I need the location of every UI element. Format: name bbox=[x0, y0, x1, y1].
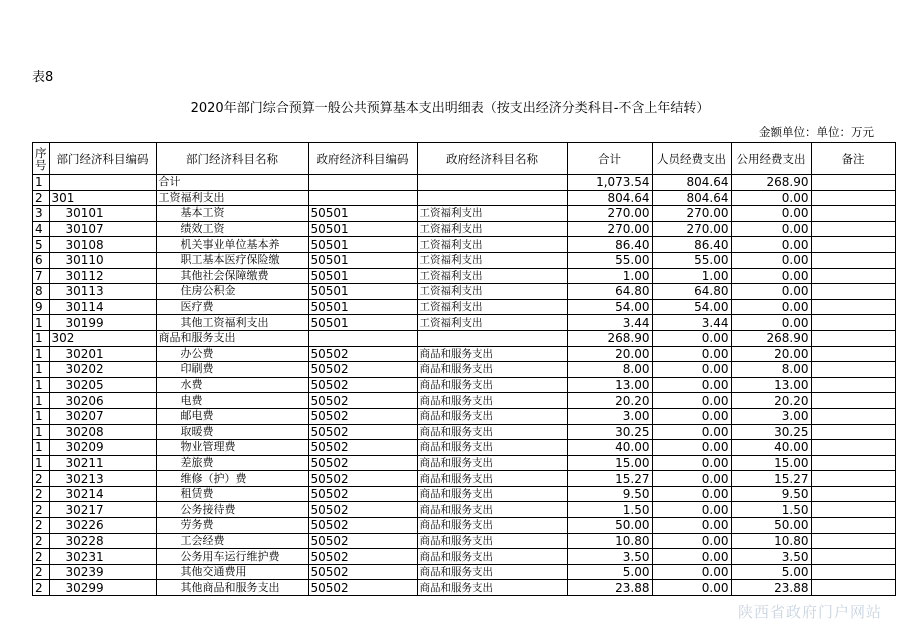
row-total: 270.00 bbox=[567, 221, 652, 237]
row-personnel: 0.00 bbox=[652, 564, 731, 580]
row-gov-name: 商品和服务支出 bbox=[417, 362, 567, 378]
row-dept-name: 基本工资 bbox=[156, 206, 308, 222]
header-dept-code: 部门经济科目编码 bbox=[49, 143, 156, 175]
document-title: 2020年部门综合预算一般公共预算基本支出明细表（按支出经济分类科目-不含上年结转） bbox=[190, 101, 710, 116]
row-personnel: 0.00 bbox=[652, 440, 731, 456]
row-total: 1.00 bbox=[567, 268, 652, 284]
row-total: 268.90 bbox=[567, 330, 652, 346]
row-gov-name bbox=[417, 190, 567, 206]
row-total: 20.20 bbox=[567, 393, 652, 409]
row-public: 0.00 bbox=[731, 252, 811, 268]
table-row bbox=[33, 580, 896, 596]
row-gov-name: 工资福利支出 bbox=[417, 221, 567, 237]
row-dept-name: 商品和服务支出 bbox=[156, 330, 308, 346]
row-dept-name: 租赁费 bbox=[156, 486, 308, 502]
header-dept-name: 部门经济科目名称 bbox=[156, 143, 308, 175]
header-seq: 序号 bbox=[33, 143, 50, 175]
row-gov-name: 商品和服务支出 bbox=[417, 377, 567, 393]
row-seq: 1 bbox=[33, 330, 50, 346]
row-dept-name: 公务接待费 bbox=[156, 502, 308, 518]
row-dept-name: 印刷费 bbox=[156, 362, 308, 378]
row-gov-code: 50502 bbox=[308, 564, 417, 580]
row-personnel: 3.44 bbox=[652, 315, 731, 331]
row-seq: 1 bbox=[33, 377, 50, 393]
row-total: 54.00 bbox=[567, 299, 652, 315]
row-dept-name: 住房公积金 bbox=[156, 284, 308, 300]
row-remark bbox=[811, 206, 895, 222]
row-personnel: 0.00 bbox=[652, 518, 731, 534]
row-total: 15.27 bbox=[567, 471, 652, 487]
row-gov-name: 工资福利支出 bbox=[417, 237, 567, 253]
row-dept-name: 邮电费 bbox=[156, 408, 308, 424]
row-dept-code: 301 bbox=[49, 190, 156, 206]
row-personnel: 270.00 bbox=[652, 221, 731, 237]
row-dept-code: 30101 bbox=[49, 206, 156, 222]
row-remark bbox=[811, 549, 895, 565]
row-seq: 2 bbox=[33, 502, 50, 518]
row-dept-code: 30231 bbox=[49, 549, 156, 565]
row-seq: 2 bbox=[33, 518, 50, 534]
row-public: 5.00 bbox=[731, 564, 811, 580]
row-dept-name: 其他交通费用 bbox=[156, 564, 308, 580]
row-remark bbox=[811, 362, 895, 378]
row-gov-code: 50502 bbox=[308, 346, 417, 362]
row-remark bbox=[811, 471, 895, 487]
row-gov-name: 工资福利支出 bbox=[417, 268, 567, 284]
row-dept-code: 30110 bbox=[49, 252, 156, 268]
row-personnel: 0.00 bbox=[652, 346, 731, 362]
row-public: 30.25 bbox=[731, 424, 811, 440]
header-public: 公用经费支出 bbox=[731, 143, 811, 175]
row-personnel: 804.64 bbox=[652, 190, 731, 206]
row-dept-code: 30201 bbox=[49, 346, 156, 362]
table-row bbox=[33, 299, 896, 315]
row-personnel: 0.00 bbox=[652, 393, 731, 409]
row-total: 804.64 bbox=[567, 190, 652, 206]
row-total: 30.25 bbox=[567, 424, 652, 440]
table-row bbox=[33, 518, 896, 534]
row-remark bbox=[811, 299, 895, 315]
row-dept-code: 30299 bbox=[49, 580, 156, 596]
row-gov-name: 商品和服务支出 bbox=[417, 424, 567, 440]
row-seq: 2 bbox=[33, 580, 50, 596]
table-row bbox=[33, 346, 896, 362]
row-gov-code: 50502 bbox=[308, 393, 417, 409]
row-dept-name: 合计 bbox=[156, 175, 308, 191]
row-gov-name: 商品和服务支出 bbox=[417, 549, 567, 565]
table-row bbox=[33, 393, 896, 409]
table-number-label: 表8 bbox=[32, 70, 54, 85]
row-public: 20.00 bbox=[731, 346, 811, 362]
row-gov-code bbox=[308, 190, 417, 206]
row-seq: 5 bbox=[33, 237, 50, 253]
row-dept-code: 30214 bbox=[49, 486, 156, 502]
row-personnel: 0.00 bbox=[652, 580, 731, 596]
row-gov-name: 工资福利支出 bbox=[417, 315, 567, 331]
row-gov-name: 商品和服务支出 bbox=[417, 471, 567, 487]
row-seq: 7 bbox=[33, 268, 50, 284]
row-personnel: 0.00 bbox=[652, 455, 731, 471]
row-gov-name: 商品和服务支出 bbox=[417, 455, 567, 471]
row-dept-name: 职工基本医疗保险缴 bbox=[156, 252, 308, 268]
row-total: 10.80 bbox=[567, 533, 652, 549]
row-seq: 1 bbox=[33, 315, 50, 331]
row-dept-name: 水费 bbox=[156, 377, 308, 393]
row-remark bbox=[811, 252, 895, 268]
row-gov-code: 50501 bbox=[308, 284, 417, 300]
table-row bbox=[33, 315, 896, 331]
row-remark bbox=[811, 486, 895, 502]
row-seq: 1 bbox=[33, 424, 50, 440]
row-dept-code: 30217 bbox=[49, 502, 156, 518]
row-gov-code: 50502 bbox=[308, 549, 417, 565]
row-total: 270.00 bbox=[567, 206, 652, 222]
row-dept-name: 其他工资福利支出 bbox=[156, 315, 308, 331]
table-row bbox=[33, 284, 896, 300]
row-gov-code: 50501 bbox=[308, 315, 417, 331]
row-remark bbox=[811, 533, 895, 549]
row-remark bbox=[811, 268, 895, 284]
row-public: 23.88 bbox=[731, 580, 811, 596]
row-seq: 3 bbox=[33, 206, 50, 222]
row-dept-code: 302 bbox=[49, 330, 156, 346]
row-public: 3.00 bbox=[731, 408, 811, 424]
row-public: 15.27 bbox=[731, 471, 811, 487]
row-public: 0.00 bbox=[731, 190, 811, 206]
row-personnel: 0.00 bbox=[652, 362, 731, 378]
row-dept-code bbox=[49, 175, 156, 191]
row-dept-code: 30208 bbox=[49, 424, 156, 440]
row-public: 0.00 bbox=[731, 268, 811, 284]
row-dept-code: 30113 bbox=[49, 284, 156, 300]
row-remark bbox=[811, 564, 895, 580]
row-seq: 1 bbox=[33, 346, 50, 362]
row-seq: 1 bbox=[33, 393, 50, 409]
row-public: 10.80 bbox=[731, 533, 811, 549]
row-total: 86.40 bbox=[567, 237, 652, 253]
row-personnel: 64.80 bbox=[652, 284, 731, 300]
table-row bbox=[33, 268, 896, 284]
table-row bbox=[33, 190, 896, 206]
row-gov-code bbox=[308, 330, 417, 346]
row-personnel: 0.00 bbox=[652, 502, 731, 518]
row-gov-name: 商品和服务支出 bbox=[417, 393, 567, 409]
row-public: 3.50 bbox=[731, 549, 811, 565]
row-gov-name: 商品和服务支出 bbox=[417, 346, 567, 362]
row-gov-name bbox=[417, 175, 567, 191]
row-gov-code: 50502 bbox=[308, 377, 417, 393]
row-remark bbox=[811, 330, 895, 346]
row-gov-name: 工资福利支出 bbox=[417, 284, 567, 300]
table-row bbox=[33, 486, 896, 502]
header-personnel: 人员经费支出 bbox=[652, 143, 731, 175]
row-remark bbox=[811, 424, 895, 440]
site-watermark: 陕西省政府门户网站 bbox=[737, 603, 882, 621]
table-row bbox=[33, 408, 896, 424]
row-public: 0.00 bbox=[731, 221, 811, 237]
row-gov-name: 工资福利支出 bbox=[417, 299, 567, 315]
row-public: 268.90 bbox=[731, 330, 811, 346]
row-remark bbox=[811, 190, 895, 206]
table-row bbox=[33, 175, 896, 191]
row-public: 50.00 bbox=[731, 518, 811, 534]
row-seq: 2 bbox=[33, 564, 50, 580]
row-public: 268.90 bbox=[731, 175, 811, 191]
row-gov-name: 商品和服务支出 bbox=[417, 518, 567, 534]
row-seq: 1 bbox=[33, 455, 50, 471]
row-seq: 9 bbox=[33, 299, 50, 315]
table-row bbox=[33, 455, 896, 471]
row-personnel: 0.00 bbox=[652, 424, 731, 440]
row-remark bbox=[811, 518, 895, 534]
row-gov-code: 50501 bbox=[308, 252, 417, 268]
row-dept-code: 30213 bbox=[49, 471, 156, 487]
row-personnel: 1.00 bbox=[652, 268, 731, 284]
table-header-row bbox=[33, 143, 896, 175]
table-row bbox=[33, 330, 896, 346]
row-public: 0.00 bbox=[731, 206, 811, 222]
row-dept-name: 其他商品和服务支出 bbox=[156, 580, 308, 596]
row-dept-name: 物业管理费 bbox=[156, 440, 308, 456]
row-dept-name: 取暖费 bbox=[156, 424, 308, 440]
table-row bbox=[33, 252, 896, 268]
row-gov-code: 50502 bbox=[308, 471, 417, 487]
row-remark bbox=[811, 315, 895, 331]
row-total: 3.00 bbox=[567, 408, 652, 424]
row-public: 9.50 bbox=[731, 486, 811, 502]
row-dept-code: 30207 bbox=[49, 408, 156, 424]
amount-unit-note: 金额单位：单位：万元 bbox=[759, 125, 874, 139]
row-public: 0.00 bbox=[731, 315, 811, 331]
row-remark bbox=[811, 284, 895, 300]
row-seq: 2 bbox=[33, 533, 50, 549]
header-gov-name: 政府经济科目名称 bbox=[417, 143, 567, 175]
row-remark bbox=[811, 175, 895, 191]
row-total: 8.00 bbox=[567, 362, 652, 378]
row-personnel: 270.00 bbox=[652, 206, 731, 222]
row-seq: 1 bbox=[33, 440, 50, 456]
table-row bbox=[33, 533, 896, 549]
table-row bbox=[33, 502, 896, 518]
row-personnel: 0.00 bbox=[652, 471, 731, 487]
row-dept-code: 30114 bbox=[49, 299, 156, 315]
row-gov-name: 商品和服务支出 bbox=[417, 580, 567, 596]
row-personnel: 0.00 bbox=[652, 549, 731, 565]
row-dept-code: 30107 bbox=[49, 221, 156, 237]
row-gov-code: 50501 bbox=[308, 268, 417, 284]
table-body bbox=[33, 175, 896, 596]
row-gov-code: 50502 bbox=[308, 486, 417, 502]
row-dept-code: 30211 bbox=[49, 455, 156, 471]
row-gov-code: 50502 bbox=[308, 518, 417, 534]
row-dept-name: 绩效工资 bbox=[156, 221, 308, 237]
row-public: 8.00 bbox=[731, 362, 811, 378]
row-remark bbox=[811, 455, 895, 471]
table-row bbox=[33, 237, 896, 253]
row-personnel: 55.00 bbox=[652, 252, 731, 268]
row-dept-name: 工会经费 bbox=[156, 533, 308, 549]
row-public: 13.00 bbox=[731, 377, 811, 393]
row-dept-code: 30226 bbox=[49, 518, 156, 534]
row-personnel: 54.00 bbox=[652, 299, 731, 315]
row-remark bbox=[811, 393, 895, 409]
row-gov-code: 50501 bbox=[308, 206, 417, 222]
row-gov-name: 工资福利支出 bbox=[417, 252, 567, 268]
row-dept-name: 办公费 bbox=[156, 346, 308, 362]
row-seq: 8 bbox=[33, 284, 50, 300]
row-dept-code: 30199 bbox=[49, 315, 156, 331]
row-total: 20.00 bbox=[567, 346, 652, 362]
row-gov-name: 商品和服务支出 bbox=[417, 440, 567, 456]
row-dept-code: 30206 bbox=[49, 393, 156, 409]
row-dept-code: 30239 bbox=[49, 564, 156, 580]
row-total: 5.00 bbox=[567, 564, 652, 580]
row-personnel: 0.00 bbox=[652, 330, 731, 346]
row-gov-name: 商品和服务支出 bbox=[417, 564, 567, 580]
row-remark bbox=[811, 377, 895, 393]
row-dept-name: 劳务费 bbox=[156, 518, 308, 534]
row-total: 55.00 bbox=[567, 252, 652, 268]
row-total: 1.50 bbox=[567, 502, 652, 518]
row-gov-code: 50502 bbox=[308, 502, 417, 518]
row-seq: 1 bbox=[33, 362, 50, 378]
row-gov-code: 50501 bbox=[308, 299, 417, 315]
row-remark bbox=[811, 580, 895, 596]
table-row bbox=[33, 221, 896, 237]
row-gov-name bbox=[417, 330, 567, 346]
row-personnel: 804.64 bbox=[652, 175, 731, 191]
row-total: 1,073.54 bbox=[567, 175, 652, 191]
row-remark bbox=[811, 221, 895, 237]
row-dept-name: 其他社会保障缴费 bbox=[156, 268, 308, 284]
budget-expenditure-table bbox=[32, 142, 896, 596]
row-seq: 4 bbox=[33, 221, 50, 237]
row-seq: 2 bbox=[33, 471, 50, 487]
table-row bbox=[33, 206, 896, 222]
row-dept-name: 工资福利支出 bbox=[156, 190, 308, 206]
row-seq: 1 bbox=[33, 175, 50, 191]
row-remark bbox=[811, 237, 895, 253]
table-row bbox=[33, 424, 896, 440]
row-dept-code: 30228 bbox=[49, 533, 156, 549]
row-remark bbox=[811, 440, 895, 456]
row-gov-name: 商品和服务支出 bbox=[417, 408, 567, 424]
row-seq: 2 bbox=[33, 486, 50, 502]
row-public: 40.00 bbox=[731, 440, 811, 456]
table-row bbox=[33, 440, 896, 456]
row-gov-code: 50502 bbox=[308, 455, 417, 471]
row-gov-code: 50502 bbox=[308, 440, 417, 456]
row-dept-name: 机关事业单位基本养 bbox=[156, 237, 308, 253]
row-remark bbox=[811, 502, 895, 518]
row-public: 0.00 bbox=[731, 237, 811, 253]
row-dept-code: 30205 bbox=[49, 377, 156, 393]
row-seq: 2 bbox=[33, 190, 50, 206]
header-gov-code: 政府经济科目编码 bbox=[308, 143, 417, 175]
table-row bbox=[33, 549, 896, 565]
header-total: 合计 bbox=[567, 143, 652, 175]
row-personnel: 0.00 bbox=[652, 486, 731, 502]
row-total: 15.00 bbox=[567, 455, 652, 471]
row-gov-code bbox=[308, 175, 417, 191]
row-gov-name: 商品和服务支出 bbox=[417, 533, 567, 549]
row-personnel: 0.00 bbox=[652, 533, 731, 549]
row-personnel: 0.00 bbox=[652, 408, 731, 424]
row-total: 64.80 bbox=[567, 284, 652, 300]
row-remark bbox=[811, 346, 895, 362]
table-row bbox=[33, 564, 896, 580]
row-dept-name: 电费 bbox=[156, 393, 308, 409]
row-total: 40.00 bbox=[567, 440, 652, 456]
table-row bbox=[33, 377, 896, 393]
row-seq: 6 bbox=[33, 252, 50, 268]
header-remark: 备注 bbox=[811, 143, 895, 175]
row-dept-code: 30108 bbox=[49, 237, 156, 253]
row-total: 50.00 bbox=[567, 518, 652, 534]
row-gov-code: 50502 bbox=[308, 533, 417, 549]
row-gov-code: 50502 bbox=[308, 580, 417, 596]
row-gov-name: 商品和服务支出 bbox=[417, 502, 567, 518]
row-public: 0.00 bbox=[731, 284, 811, 300]
row-total: 3.50 bbox=[567, 549, 652, 565]
table-row bbox=[33, 471, 896, 487]
row-dept-code: 30112 bbox=[49, 268, 156, 284]
row-dept-name: 维修（护）费 bbox=[156, 471, 308, 487]
row-gov-code: 50502 bbox=[308, 408, 417, 424]
row-seq: 1 bbox=[33, 408, 50, 424]
row-total: 3.44 bbox=[567, 315, 652, 331]
row-public: 0.00 bbox=[731, 299, 811, 315]
row-gov-name: 商品和服务支出 bbox=[417, 486, 567, 502]
row-dept-name: 医疗费 bbox=[156, 299, 308, 315]
row-total: 13.00 bbox=[567, 377, 652, 393]
row-remark bbox=[811, 408, 895, 424]
row-gov-code: 50502 bbox=[308, 362, 417, 378]
table-row bbox=[33, 362, 896, 378]
row-gov-name: 工资福利支出 bbox=[417, 206, 567, 222]
row-dept-name: 公务用车运行维护费 bbox=[156, 549, 308, 565]
row-dept-code: 30202 bbox=[49, 362, 156, 378]
row-gov-code: 50502 bbox=[308, 424, 417, 440]
row-gov-code: 50501 bbox=[308, 221, 417, 237]
row-personnel: 0.00 bbox=[652, 377, 731, 393]
row-public: 1.50 bbox=[731, 502, 811, 518]
row-dept-code: 30209 bbox=[49, 440, 156, 456]
row-public: 15.00 bbox=[731, 455, 811, 471]
row-public: 20.20 bbox=[731, 393, 811, 409]
row-total: 23.88 bbox=[567, 580, 652, 596]
row-total: 9.50 bbox=[567, 486, 652, 502]
row-dept-name: 差旅费 bbox=[156, 455, 308, 471]
row-gov-code: 50501 bbox=[308, 237, 417, 253]
row-personnel: 86.40 bbox=[652, 237, 731, 253]
row-seq: 2 bbox=[33, 549, 50, 565]
